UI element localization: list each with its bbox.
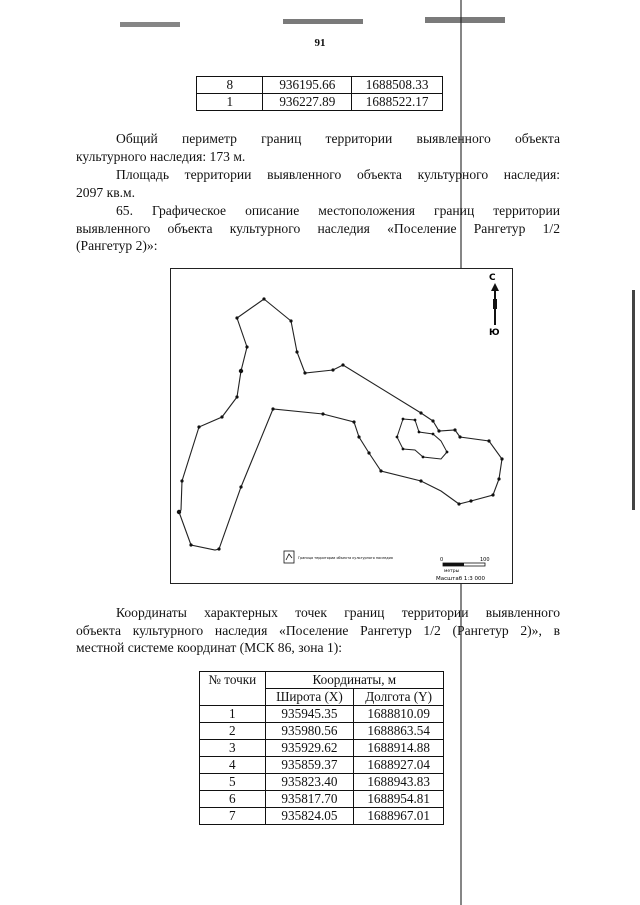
scan-line — [632, 290, 635, 510]
point-number: 7 — [200, 808, 266, 825]
point-number: 6 — [200, 791, 266, 808]
vertex-marker — [491, 493, 494, 496]
vertex-marker — [431, 419, 434, 422]
coord-x: 935859.37 — [265, 757, 354, 774]
boundary-polygon — [179, 299, 502, 550]
scale-unit: метры — [444, 569, 460, 574]
table-row — [200, 774, 444, 791]
vertex-marker — [217, 547, 220, 550]
coord-y: 1688954.81 — [354, 791, 444, 808]
coord-x: 935823.40 — [265, 774, 354, 791]
vertex-marker — [418, 431, 421, 434]
vertex-markers — [177, 297, 504, 550]
table-row — [197, 77, 443, 94]
vertex-marker — [497, 477, 500, 480]
header-point-number: № точки — [200, 672, 266, 706]
point-number: 1 — [200, 706, 266, 723]
table-row — [200, 757, 444, 774]
boundary-map-svg — [171, 269, 512, 583]
vertex-marker — [402, 418, 405, 421]
area-paragraph — [76, 166, 560, 201]
coord-y: 1688914.88 — [354, 740, 444, 757]
vertex-marker — [189, 543, 192, 546]
vertex-marker — [295, 350, 298, 353]
vertex-marker — [457, 502, 460, 505]
scale-start: 0 — [440, 557, 444, 563]
vertex-marker — [303, 371, 306, 374]
scan-artifact — [120, 22, 180, 27]
header-coordinates: Координаты, м — [265, 672, 443, 689]
area-line-2: 2097 кв.м. — [76, 184, 136, 200]
vertex-marker — [239, 485, 242, 488]
header-y: Долгота (Y) — [354, 689, 444, 706]
vertex-marker — [341, 363, 344, 366]
point-number: 1 — [197, 94, 263, 111]
vertex-marker — [235, 316, 238, 319]
coords-intro-line-2: объекта культурного наследия «Поселение Рангетур 1/2 (Рангетур 2)», в — [76, 622, 560, 638]
vertex-marker — [396, 436, 399, 439]
vertex-marker — [180, 479, 183, 482]
vertex-marker — [422, 456, 425, 459]
coords-intro-line-3: местной системе координат (МСК 86, зона 1): — [76, 640, 343, 655]
coord-x: 935824.05 — [265, 808, 354, 825]
table-row — [200, 706, 444, 723]
vertex-marker — [379, 469, 382, 472]
table-row — [200, 808, 444, 825]
vertex-marker — [367, 451, 370, 454]
point-number: 4 — [200, 757, 266, 774]
vertex-marker — [245, 345, 248, 348]
coords-intro-paragraph — [76, 604, 560, 657]
vertex-marker — [419, 479, 422, 482]
vertex-marker — [357, 435, 360, 438]
coord-y: 1688927.04 — [354, 757, 444, 774]
point-number: 2 — [200, 723, 266, 740]
vertex-marker — [331, 368, 334, 371]
coord-y: 1688810.09 — [354, 706, 444, 723]
coord-x: 935945.35 — [265, 706, 354, 723]
scale-ratio: Масштаб 1:3 000 — [436, 576, 485, 582]
vertex-marker — [414, 419, 417, 422]
vertex-marker — [262, 297, 265, 300]
boundary-map — [170, 268, 513, 584]
coord-x: 936227.89 — [263, 94, 352, 111]
coord-x: 935980.56 — [265, 723, 354, 740]
item-65-line-3: (Рангетур 2)»: — [76, 238, 158, 253]
vertex-marker — [458, 435, 461, 438]
coord-y: 1688943.83 — [354, 774, 444, 791]
scan-artifact — [425, 17, 505, 23]
legend-label: Граница территории объекта культурного наследия — [298, 556, 393, 560]
coord-y: 1688522.17 — [352, 94, 443, 111]
vertex-marker — [437, 429, 440, 432]
point-number: 3 — [200, 740, 266, 757]
scan-artifact — [283, 19, 363, 24]
perimeter-paragraph — [76, 130, 560, 165]
vertex-marker — [487, 439, 490, 442]
vertex-marker — [419, 411, 422, 414]
vertex-marker — [432, 433, 435, 436]
item-65-line-2: выявленного объекта культурного наследия «Поселение Рангетур 1/2 — [76, 220, 560, 236]
perimeter-line-1: Общий периметр границ территории выявленного объекта — [116, 131, 560, 146]
vertex-marker — [177, 510, 181, 514]
table-row — [200, 791, 444, 808]
table-row — [200, 740, 444, 757]
vertex-marker — [321, 412, 324, 415]
vertex-marker — [197, 425, 200, 428]
top-coordinates-table — [196, 76, 443, 111]
vertex-marker — [352, 420, 355, 423]
coord-y: 1688508.33 — [352, 77, 443, 94]
legend-box — [284, 551, 294, 563]
coordinates-table — [199, 671, 444, 825]
north-label: С — [489, 273, 496, 283]
coord-y: 1688967.01 — [354, 808, 444, 825]
scale-end: 100 — [480, 557, 490, 563]
table-row — [200, 723, 444, 740]
south-label: Ю — [489, 328, 500, 338]
coords-intro-line-1: Координаты характерных точек границ территории выявленного — [116, 605, 560, 620]
coord-x: 935929.62 — [265, 740, 354, 757]
vertex-marker — [239, 369, 243, 373]
item-65-line-1: 65. Графическое описание местоположения границ территории — [116, 203, 560, 218]
vertex-marker — [500, 457, 503, 460]
vertex-marker — [469, 499, 472, 502]
vertex-marker — [289, 319, 292, 322]
coord-y: 1688863.54 — [354, 723, 444, 740]
vertex-marker — [453, 428, 456, 431]
area-line-1: Площадь территории выявленного объекта культурного наследия: — [116, 167, 560, 182]
perimeter-line-2: культурного наследия: 173 м. — [76, 148, 246, 164]
vertex-marker — [271, 407, 274, 410]
north-arrow-icon — [491, 283, 499, 325]
point-number: 5 — [200, 774, 266, 791]
vertex-marker — [446, 451, 449, 454]
page-number: 91 — [314, 37, 326, 49]
vertex-marker — [402, 448, 405, 451]
vertex-marker — [220, 415, 223, 418]
vertex-marker — [235, 395, 238, 398]
item-65-paragraph — [76, 202, 560, 255]
point-number: 8 — [197, 77, 263, 94]
coord-x: 935817.70 — [265, 791, 354, 808]
table-row — [197, 94, 443, 111]
coord-x: 936195.66 — [263, 77, 352, 94]
scale-bar — [443, 563, 485, 566]
boundary-polygon-inner — [397, 419, 447, 459]
header-x: Широта (X) — [265, 689, 354, 706]
